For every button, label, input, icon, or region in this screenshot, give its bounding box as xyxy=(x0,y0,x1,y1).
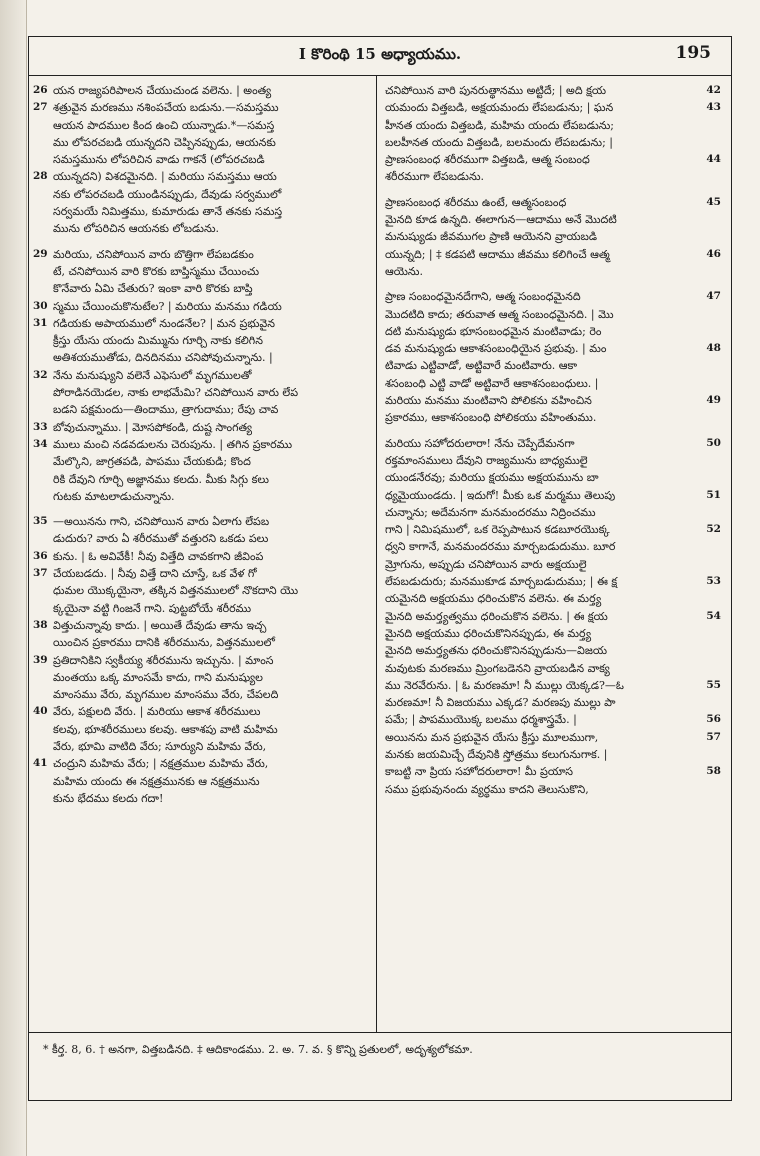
verse-text: యున్నదని) విశదమైనది. | మరియు సమస్తము ఆయ xyxy=(53,170,277,184)
verse-text: మేల్కొని, జాగ్రతపడి, పాపము చేయకుడి; కొంద xyxy=(53,455,251,469)
verse-text: మ్రోగును, అప్పుడు చనిపోయిన వారు అక్షయులై xyxy=(385,557,587,571)
paragraph-gap xyxy=(385,427,721,435)
verse-number xyxy=(33,332,53,349)
right-column xyxy=(385,82,721,798)
verse-number xyxy=(33,453,53,470)
verse-line xyxy=(385,99,721,116)
verse-number: 33 xyxy=(33,420,48,433)
verse-line xyxy=(33,686,369,703)
page-edge xyxy=(0,0,27,1156)
verse-number xyxy=(701,117,721,134)
column-divider xyxy=(376,75,377,1032)
verse-number: 34 xyxy=(33,437,48,450)
verse-text: క్కయైనా వట్టి గింజనే గాని. పుట్టబోయే శరీరము xyxy=(53,601,252,615)
verse-number xyxy=(701,556,721,573)
verse-line xyxy=(385,556,721,573)
verse-text: చున్నాను; అదేమనగా మనమందరము నిద్రించము xyxy=(385,505,596,519)
verse-number: 41 xyxy=(33,757,48,770)
paragraph-gap xyxy=(33,505,369,513)
verse-text: ఆయన పాదముల కింద ఉంచి యున్నాడు.*—సమస్త xyxy=(53,118,275,132)
verse-number xyxy=(701,469,721,486)
verse-text: మహిమ యందు ఈ నక్షత్రమునకు ఆ నక్షత్రమును xyxy=(53,774,260,788)
verse-text: యన రాజ్యపరిపాలన చేయుచుండ వలెను. | అంత్య xyxy=(53,84,272,97)
verse-text: గాని | నిమిషములో, ఒక రెప్పపాటున కడబూరయొక్క xyxy=(385,523,610,537)
verse-number: 37 xyxy=(33,567,48,580)
verse-text: మైనది అమర్త్యతను ధరించుకొనినప్పుడును—విజయ xyxy=(385,644,608,658)
verse-number: 55 xyxy=(706,678,721,691)
verse-line xyxy=(385,694,721,711)
verse-number xyxy=(33,401,53,418)
verse-line xyxy=(33,600,369,617)
verse-number xyxy=(701,168,721,185)
verse-number xyxy=(33,530,53,547)
verse-text: మరియు, చనిపోయిన వారు బొత్తిగా లేపబడకుం xyxy=(53,247,254,261)
verse-line xyxy=(385,642,721,659)
verse-number xyxy=(701,660,721,677)
verse-text: దటి మనుష్యుడు భూసంబంధమైన మంటివాడు; రెం xyxy=(385,324,602,338)
verse-text: మనుష్యుడు జీవముగల ప్రాణి ఆయెనని వ్రాయబడి xyxy=(385,230,598,244)
verse-line xyxy=(33,669,369,686)
verse-line xyxy=(385,487,721,504)
verse-text: ప్రాణసంబంధ శరీరముగా విత్తబడి, ఆత్మ సంబంధ xyxy=(385,153,590,167)
verse-line xyxy=(385,521,721,538)
verse-text: రక్తమాంసములు దేవుని రాజ్యమును బాధ్యములై xyxy=(385,453,588,467)
verse-line xyxy=(33,652,369,669)
verse-number xyxy=(701,746,721,763)
chapter-title: I కొరింథి 15 అధ్యాయము. xyxy=(298,45,462,63)
verse-number: 54 xyxy=(706,609,721,622)
verse-number: 47 xyxy=(706,290,721,303)
verse-line xyxy=(33,617,369,634)
verse-line xyxy=(33,99,369,116)
verse-number xyxy=(33,738,53,755)
verse-line xyxy=(385,625,721,642)
verse-line xyxy=(385,729,721,746)
verse-text: టే, చనిపోయిన వారి కొరకు బాప్తిస్మము చేయించు xyxy=(53,264,260,278)
verse-number xyxy=(33,721,53,738)
verse-line xyxy=(33,367,369,384)
verse-line xyxy=(385,357,721,374)
verse-line xyxy=(33,634,369,651)
verse-line xyxy=(385,211,721,228)
verse-number xyxy=(701,357,721,374)
verse-number xyxy=(33,263,53,280)
verse-text: బలహీనత యందు విత్తబడి, బలమందు లేపబడును; | xyxy=(385,135,613,149)
verse-line xyxy=(33,168,369,185)
verse-text: యుండనేరవు; మరియు క్షయము అక్షయమును బా xyxy=(385,471,599,485)
verse-line xyxy=(385,711,721,728)
verse-text: చేయబడదు. | నీవు విత్తే దాని చూస్తే, ఒక వేళ గో xyxy=(53,567,257,581)
verse-line xyxy=(33,332,369,349)
verse-text: మరియు సహోదరులారా! నేను చెప్పేదేమనగా xyxy=(385,436,575,450)
verse-line xyxy=(33,384,369,401)
verse-number: 43 xyxy=(706,101,721,114)
verse-line xyxy=(33,298,369,315)
footnotes: * కీర్త. 8, 6. † అనగా, విత్తబడినది. ‡ ఆదికాండము. 2. అ. 7. వ. § కొన్ని ప్రతులలో, అదృశ్యలోకమా. xyxy=(43,1043,473,1056)
verse-text: మొదటిది కాదు; తరువాత ఆత్మ సంబంధమైనది. | మొ xyxy=(385,307,614,321)
verse-text: ధుమల యొక్కయైనా, తక్కిన విత్తనములలో నొకదాని యొ xyxy=(53,584,299,598)
verse-line xyxy=(33,471,369,488)
verse-line xyxy=(385,117,721,134)
verse-line xyxy=(385,538,721,555)
verse-text: ధ్యమైయుండదు. | ఇదుగో! మీకు ఒక మర్మము తెలుపు xyxy=(385,488,616,502)
verse-line xyxy=(33,401,369,418)
verse-line xyxy=(33,530,369,547)
verse-line xyxy=(385,746,721,763)
verse-text: మరియు మనము మంటివాని పోలికను వహించిన xyxy=(385,394,592,408)
verse-number xyxy=(33,117,53,134)
verse-number xyxy=(701,134,721,151)
verse-text: ప్రాణసంబంధ శరీరము ఉంటే, ఆత్మసంబంధ xyxy=(385,195,567,209)
verse-line xyxy=(385,323,721,340)
verse-number xyxy=(33,186,53,203)
paragraph-gap xyxy=(385,186,721,194)
verse-text: నేను మనుష్యుని వలెనే ఎఫెసులో మృగములతో xyxy=(53,368,252,382)
verse-line xyxy=(33,755,369,772)
verse-text: స్మము చేయించుకొనుటేల? | మరియు మనము గడియ xyxy=(53,299,282,313)
verse-number xyxy=(701,211,721,228)
verse-line xyxy=(385,375,721,392)
verse-text: కలవు, భూశరీరములు కలవు. ఆకాశపు వాటి మహిమ xyxy=(53,722,278,736)
verse-number xyxy=(701,306,721,323)
verse-number xyxy=(701,781,721,798)
verse-text: యించిన ప్రకారము దానికి శరీరమును, విత్తనములలో xyxy=(53,636,275,650)
verse-line xyxy=(385,608,721,625)
verse-line xyxy=(33,203,369,220)
verse-line xyxy=(33,453,369,470)
verse-line xyxy=(385,590,721,607)
verse-line xyxy=(385,306,721,323)
verse-text: క్రీస్తు యేసు యందు మిమ్మును గూర్చి నాకు కలిగిన xyxy=(53,334,263,348)
verse-line xyxy=(385,677,721,694)
verse-text: సర్వమయే నిమిత్తము, కుమారుడు తానే తనకు సమస్త xyxy=(53,205,283,219)
verse-text: హీనత యందు విత్తబడి, మహిమ యందు లేపబడును; xyxy=(385,118,614,132)
verse-text: చనిపోయిన వారి పునరుత్థానము అట్టిదే; | అది క్షయ xyxy=(385,84,606,97)
verse-number: 46 xyxy=(706,247,721,260)
verse-line xyxy=(33,315,369,332)
verse-line xyxy=(385,288,721,305)
verse-number xyxy=(701,263,721,280)
paragraph-gap xyxy=(33,238,369,246)
verse-number xyxy=(33,790,53,807)
verse-text: ము లోపరచబడి యున్నదని చెప్పినప్పుడు, ఆయనకు xyxy=(53,135,276,149)
verse-line xyxy=(33,703,369,720)
verse-number: 58 xyxy=(706,765,721,778)
page-number: 195 xyxy=(675,43,711,63)
verse-number: 38 xyxy=(33,618,48,631)
verse-text: డుదురు? వారు ఏ శరీరముతో వత్తురని ఒకడు పలు xyxy=(53,532,269,546)
verse-line xyxy=(33,82,369,99)
verse-number: 42 xyxy=(706,84,721,96)
verse-number xyxy=(33,280,53,297)
verse-number xyxy=(701,642,721,659)
verse-text: యున్నది; | ‡ కడపటి ఆదాము జీవము కలిగించే ఆత్మ xyxy=(385,247,610,261)
verse-text: నకు లోపరచబడి యుండినప్పుడు, దేవుడు సర్వములో xyxy=(53,187,282,201)
verse-number xyxy=(33,384,53,401)
verse-line xyxy=(33,513,369,530)
verse-number: 28 xyxy=(33,170,48,183)
verse-line xyxy=(33,134,369,151)
verse-number xyxy=(33,134,53,151)
verse-number: 51 xyxy=(706,488,721,501)
verse-number xyxy=(33,773,53,790)
verse-number xyxy=(33,488,53,505)
verse-line xyxy=(385,573,721,590)
verse-line xyxy=(385,504,721,521)
verse-text: మనకు జయమిచ్చే దేవునికి స్తోత్రము కలుగునుగాక. | xyxy=(385,747,608,761)
verse-number: 32 xyxy=(33,368,48,381)
verse-text: మాంసము వేరు, మృగముల మాంసము వేరు, చేపలది xyxy=(53,688,279,702)
verse-number xyxy=(701,452,721,469)
verse-text: మైనది అమర్త్యత్వము ధరించుకొన వలెను. | ఈ క్షయ xyxy=(385,609,608,623)
verse-line xyxy=(33,565,369,582)
verse-text: బోవుచున్నాము. | మోసపోకండి, దుష్ట సాంగత్య xyxy=(53,420,253,434)
verse-number xyxy=(33,669,53,686)
verse-text: వేరు, భూమి వాటిది వేరు; సూర్యుని మహిమ వేరు, xyxy=(53,739,267,753)
verse-line xyxy=(385,763,721,780)
verse-line xyxy=(33,773,369,790)
verse-text: సము ప్రభువునందు వ్యర్థము కాదని తెలుసుకొని, xyxy=(385,782,589,796)
verse-text: ప్రాణ సంబంధమైనదేగాని, ఆత్మ సంబంధమైనది xyxy=(385,290,581,304)
verse-text: బడని పక్షమందు—తిందాము, త్రాగుదాము; రేపు చావ xyxy=(53,403,279,417)
verse-line xyxy=(33,220,369,237)
verse-line xyxy=(385,134,721,151)
verse-number xyxy=(33,471,53,488)
verse-number xyxy=(33,600,53,617)
verse-text: సమస్తమును లోపరిచిన వాడు గాకనే (లోపరచబడి xyxy=(53,153,265,167)
verse-text: యమైనది అక్షయము ధరించుకొన వలెను. ఈ మర్త్య xyxy=(385,592,602,606)
verse-text: ము నెరవేరును. | ఓ మరణమా! నీ ముల్లు యెక్కడ?—ఓ xyxy=(385,678,624,692)
verse-text: డవ మనుష్యుడు ఆకాశసంబంధియైన ప్రభువు. | మం xyxy=(385,342,607,356)
verse-number: 39 xyxy=(33,653,48,666)
verse-number xyxy=(701,694,721,711)
verse-text: ములు మంచి నడవడులను చెరుపును. | తగిన ప్రకారము xyxy=(53,437,293,451)
verse-number xyxy=(701,228,721,245)
verse-text: కును. | ఓ అవివేకీ! నీవు విత్తేది చావకగాని జీవింప xyxy=(53,549,264,563)
verse-text: మైనది కూడ ఉన్నది. ఈలాగున—ఆదాము అనే మొదటి xyxy=(385,213,617,227)
verse-text: ప్రకారము, ఆకాశసంబంధి పోలికయు వహింతుము. xyxy=(385,411,597,425)
verse-text: వేరు, పక్షులది వేరు. | మరియు ఆకాశ శరీరములు xyxy=(53,705,261,719)
verse-text: విత్తుచున్నావు కాదు. | అయితే దేవుడు తాను ఇచ్చ xyxy=(53,618,267,632)
verse-text: కాబట్టి నా ప్రియ సహోదరులారా! మీ ప్రయాస xyxy=(385,765,573,779)
verse-number: 27 xyxy=(33,101,48,114)
verse-line xyxy=(33,582,369,599)
verse-text: టివాడు ఎట్టివాడో, అట్టివారే మంటివారు. ఆకా xyxy=(385,359,578,373)
verse-text: చంద్రుని మహిమ వేరు; | నక్షత్రముల మహిమ వేరు, xyxy=(53,757,269,771)
verse-text: గుటకు మాటలాడుచున్నాను. xyxy=(53,489,175,503)
verse-line xyxy=(33,151,369,168)
verse-line xyxy=(33,436,369,453)
verse-number: 44 xyxy=(706,153,721,166)
verse-text: లేపబడుదురు; మనముకూడ మార్చబడుదుము; | ఈ క్ష xyxy=(385,575,618,589)
verse-number: 45 xyxy=(706,195,721,208)
verse-number: 50 xyxy=(706,436,721,449)
verse-line xyxy=(33,548,369,565)
verse-number: 29 xyxy=(33,247,48,260)
verse-text: ఆయెను. xyxy=(385,264,423,278)
verse-number: 52 xyxy=(706,523,721,536)
verse-line xyxy=(385,263,721,280)
verse-line xyxy=(385,168,721,185)
verse-text: గడియకు అపాయములో నుండనేల? | మన ప్రభువైన xyxy=(53,316,275,330)
verse-text: పమే; | పాపముయొక్క బలము ధర్మశాస్త్రమే. | xyxy=(385,713,577,727)
verse-number xyxy=(701,504,721,521)
verse-line xyxy=(33,186,369,203)
paragraph-gap xyxy=(385,280,721,288)
verse-text: రికి దేవుని గూర్చి అజ్ఞానము కలదు. మీకు సిగ్గు కలు xyxy=(53,472,269,486)
verse-line xyxy=(33,738,369,755)
verse-text: పోరాడినయెడల, నాకు లాభమేమి? చనిపోయిన వారు లేప xyxy=(53,386,299,400)
verse-number xyxy=(701,323,721,340)
verse-number: 31 xyxy=(33,316,48,329)
verse-line xyxy=(33,419,369,436)
verse-line xyxy=(33,263,369,280)
verse-number: 56 xyxy=(706,713,721,726)
verse-number xyxy=(33,686,53,703)
verse-text: శరీరముగా లేపబడును. xyxy=(385,170,485,184)
verse-number xyxy=(33,349,53,366)
verse-number xyxy=(701,625,721,642)
verse-line xyxy=(33,117,369,134)
verse-line xyxy=(385,435,721,452)
verse-line xyxy=(385,781,721,798)
verse-number xyxy=(33,203,53,220)
verse-number xyxy=(33,634,53,651)
verse-line xyxy=(385,340,721,357)
left-column xyxy=(33,82,369,807)
verse-text: ప్రతిదానికిని స్వకీయ్య శరీరమును ఇచ్చును. | మాంస xyxy=(53,653,274,667)
verse-text: మైనది అక్షయము ధరించుకొనినప్పుడు, ఈ మర్త్య xyxy=(385,626,592,640)
verse-line xyxy=(33,790,369,807)
verse-number xyxy=(33,151,53,168)
verse-text: ధ్వని కాగానే, మనమందరము మార్చబడుదుము. బూర xyxy=(385,540,616,554)
verse-number: 57 xyxy=(706,730,721,743)
footnote-rule xyxy=(29,1032,731,1033)
verse-text: మంతయు ఒక్క మాంసమే కాదు, గాని మనుష్యుల xyxy=(53,670,263,684)
bible-page xyxy=(28,36,732,1101)
verse-number xyxy=(701,409,721,426)
verse-line xyxy=(385,151,721,168)
verse-line xyxy=(385,452,721,469)
verse-number: 35 xyxy=(33,515,48,528)
verse-line xyxy=(33,488,369,505)
verse-text: శత్రువైన మరణము నశింపచేయ బడును.—సమస్తము xyxy=(53,101,279,115)
verse-number xyxy=(33,220,53,237)
verse-line xyxy=(33,349,369,366)
verse-text: మరణమా! నీ విజయము ఎక్కడ? మరణపు ముల్లు పా xyxy=(385,696,616,710)
verse-text: శసంబంధి ఎట్టి వాడో అట్టివారే ఆకాశసంబంధులు. | xyxy=(385,376,599,390)
verse-number: 30 xyxy=(33,299,48,312)
verse-text: అయినను మన ప్రభువైన యేసు క్రీస్తు మూలముగా, xyxy=(385,730,599,744)
verse-number: 40 xyxy=(33,705,48,718)
verse-line xyxy=(33,721,369,738)
verse-line xyxy=(385,228,721,245)
verse-text: యమందు విత్తబడి, అక్షయమందు లేపబడును; | ఘన xyxy=(385,101,614,115)
verse-line xyxy=(385,82,721,99)
verse-line xyxy=(385,469,721,486)
verse-number xyxy=(33,582,53,599)
verse-number: 49 xyxy=(706,394,721,407)
verse-text: —అయినను గాని, చనిపోయిన వారు ఏలాగు లేపబ xyxy=(53,515,270,529)
verse-line xyxy=(385,246,721,263)
page-header xyxy=(29,37,731,76)
verse-number xyxy=(701,375,721,392)
verse-number: 26 xyxy=(33,84,48,96)
verse-line xyxy=(385,660,721,677)
verse-number xyxy=(701,590,721,607)
verse-text: మును లోపరిచిన ఆయనకు లోబడును. xyxy=(53,222,220,236)
verse-number: 53 xyxy=(706,575,721,588)
verse-text: కును భేదము కలదు గదా! xyxy=(53,791,164,805)
verse-line xyxy=(33,280,369,297)
verse-text: మవుటకు మరణము మ్రింగబడెనని వ్రాయబడిన వాక్య xyxy=(385,661,610,675)
verse-number xyxy=(701,538,721,555)
verse-line xyxy=(33,246,369,263)
verse-number: 36 xyxy=(33,549,48,562)
verse-number: 48 xyxy=(706,342,721,355)
verse-line xyxy=(385,392,721,409)
verse-text: కొనేవారు ఏమి చేతురు? ఇంకా వారి కొరకు బాప్తి xyxy=(53,282,253,296)
verse-text: అతిశయముతోడు, దినదినము చనిపోవుచున్నాను. | xyxy=(53,351,273,365)
verse-line xyxy=(385,409,721,426)
verse-line xyxy=(385,194,721,211)
